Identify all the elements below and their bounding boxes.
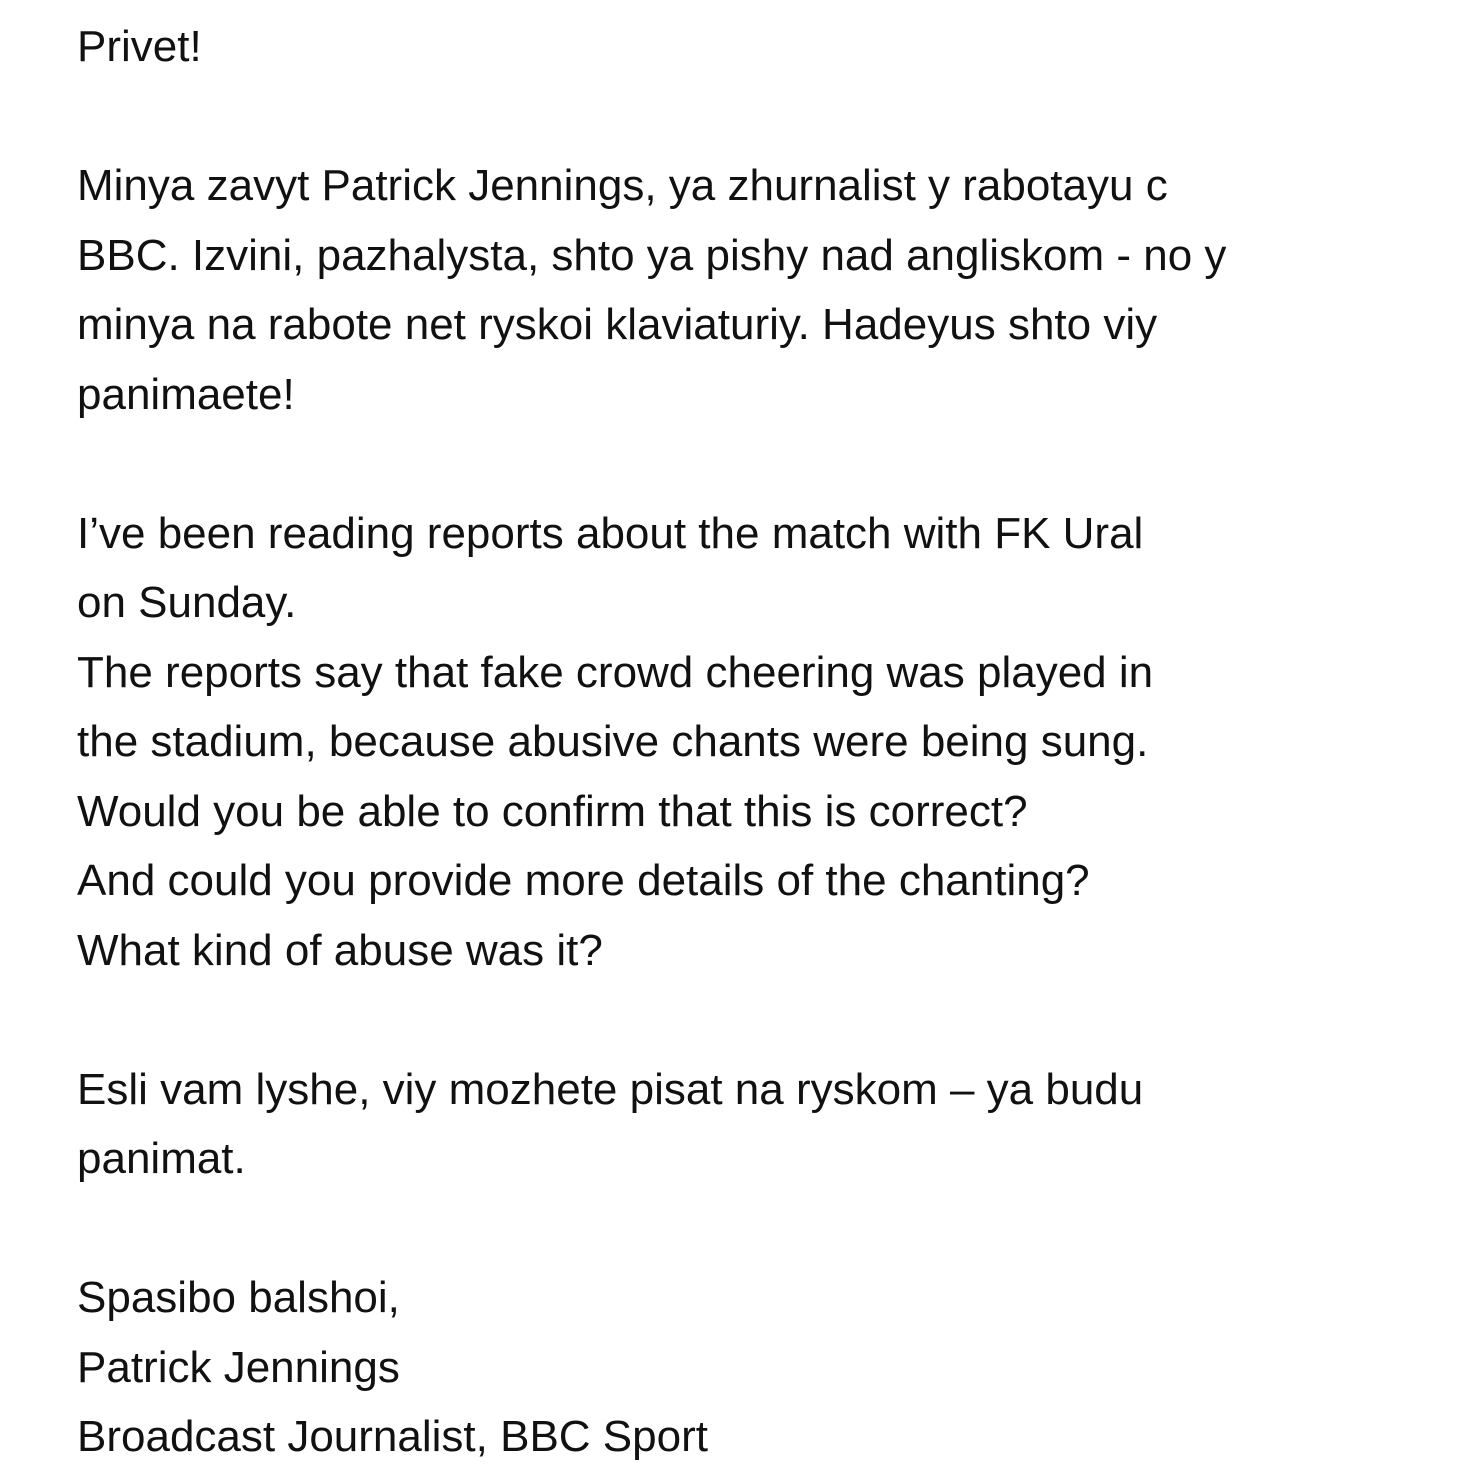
signature-block — [77, 1263, 1447, 1472]
intro-line: panimaete! — [77, 369, 295, 419]
body-paragraph — [77, 499, 1447, 986]
body-line: on Sunday. — [77, 578, 297, 627]
paragraph-gap — [77, 429, 1447, 499]
closing-paragraph — [77, 1055, 1447, 1194]
greeting: Privet! — [77, 22, 202, 71]
paragraph-gap — [77, 82, 1447, 152]
signature-name: Patrick Jennings — [77, 1342, 400, 1392]
intro-paragraph — [77, 151, 1447, 429]
body-line: the stadium, because abusive chants were being sung. — [77, 717, 1149, 766]
body-line: What kind of abuse was it? — [77, 925, 603, 975]
body-line: Would you be able to confirm that this is correct? — [77, 786, 1028, 836]
closing-line: Esli vam lyshe, viy mozhete pisat na ryskom – ya budu — [77, 1064, 1144, 1114]
body-line: I’ve been reading reports about the match with FK Ural — [77, 508, 1144, 558]
paragraph-gap — [77, 1194, 1447, 1264]
body-line: The reports say that fake crowd cheering was played in — [77, 647, 1154, 697]
body-line: And could you provide more details of the chanting? — [77, 856, 1090, 905]
signature-title: Broadcast Journalist, BBC Sport — [77, 1412, 708, 1461]
paragraph-gap — [77, 985, 1447, 1055]
letter-body — [77, 12, 1447, 1472]
closing-line: panimat. — [77, 1134, 246, 1183]
intro-line: minya na rabote net ryskoi klaviaturiy. Hadeyus shto viy — [77, 300, 1158, 349]
intro-line: BBC. Izvini, pazhalysta, shto ya pishy nad angliskom - no y — [77, 230, 1227, 280]
intro-line: Minya zavyt Patrick Jennings, ya zhurnalist y rabotayu c — [77, 161, 1168, 210]
signoff: Spasibo balshoi, — [77, 1273, 400, 1322]
